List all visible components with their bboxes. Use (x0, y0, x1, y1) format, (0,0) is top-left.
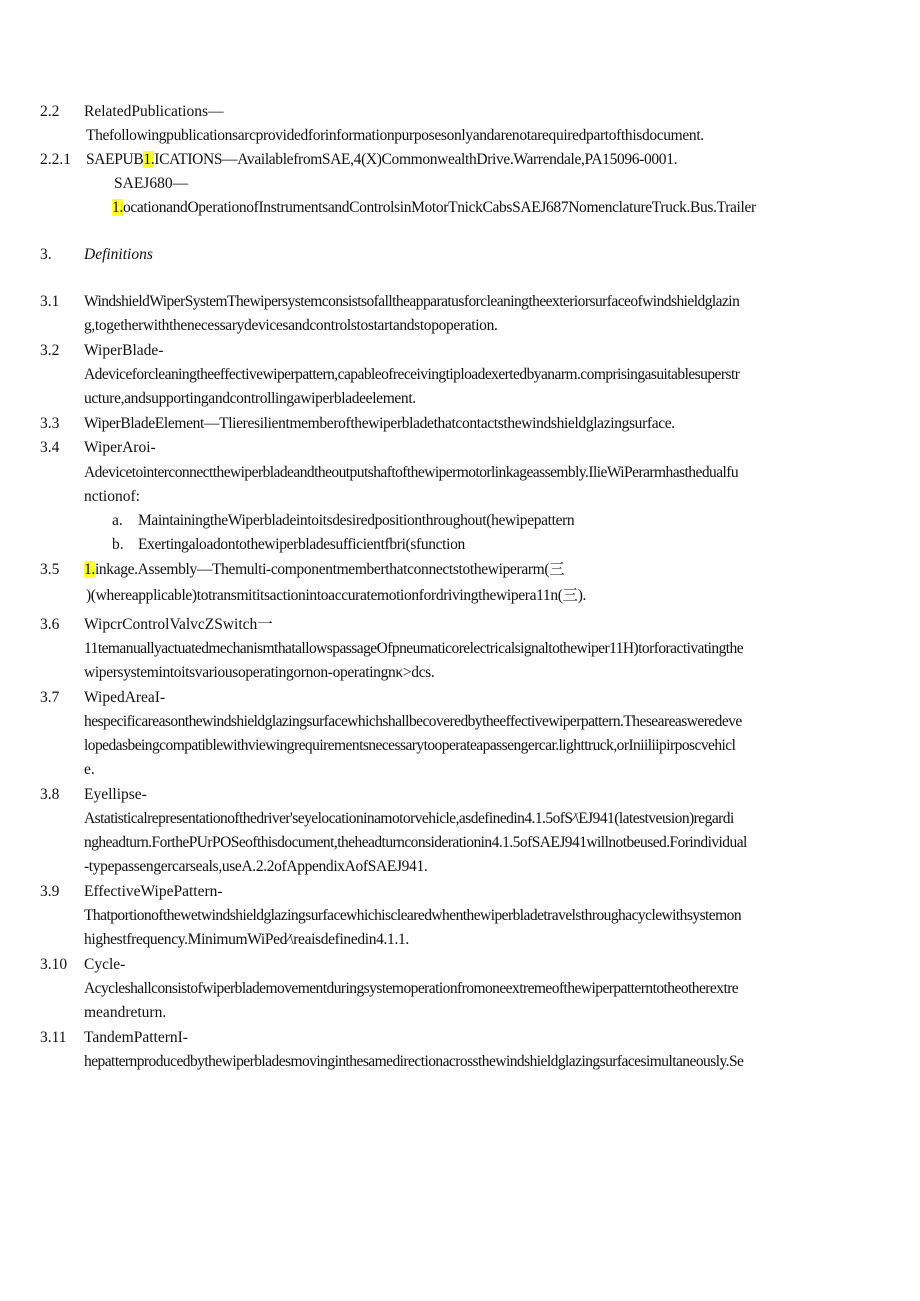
section-number: 3.3 (40, 415, 60, 432)
definition-line: hespecificareasonthewindshieldglazingsurfacewhichshallbecoveredbytheeffectivewiperpattern.Theseareasweredeve (84, 713, 742, 730)
definition-title: WipcrControlValvcZSwitch一 (84, 616, 273, 633)
definition-line: highestfrequency.MinimumWiPed∕\reaisdefinedin4.1.1. (84, 931, 409, 948)
definition-title: WiperAroi- (84, 439, 156, 456)
list-label: b. (112, 536, 124, 553)
definition-text: inkage.Assembly—Themulti-componentmemberthatconnectstothewiperarm(三 (94, 561, 565, 578)
section-number: 3. (40, 246, 52, 263)
definition-line: hepatternproducedbythewiperbladesmovinginthesamedirectionacrossthewindshieldglazingsurfacesimultaneously.Se (84, 1053, 744, 1070)
definition-line: Acycleshallconsistofwiperblademovementduringsystemoperationfromoneextremeofthewiperpatterntotheotherextre (84, 980, 739, 997)
section-title: Definitions (84, 246, 153, 263)
definition-line: Adevicetointerconnectthewiperbladeandtheoutputshaftofthewipermotorlinkageassembly.IlieWiPerarmhasthedualfu (84, 464, 739, 481)
definition-title: EffectiveWipePattern- (84, 883, 223, 900)
section-number: 3.7 (40, 689, 60, 706)
definition-line: Adeviceforcleaningtheeffectivewiperpattern,capableofreceivingtiploadexertedbyanarm.comprisingasuitablesuperstr (84, 366, 740, 383)
definition-line: wipersystemintoitsvariousoperatingornon-operatingnκ>dcs. (84, 664, 435, 681)
section-number: 2.2.1 (40, 151, 71, 168)
section-title: RelatedPublications— (84, 103, 224, 120)
section-number: 3.6 (40, 616, 60, 633)
section-number: 3.9 (40, 883, 60, 900)
section-number: 3.4 (40, 439, 60, 456)
section-2-2-1-ref (112, 196, 756, 220)
list-text: MaintainingtheWiperbladeintoitsdesiredpositionthroughout(hewipepattern (138, 512, 575, 529)
definition-title: Cycle- (84, 956, 126, 973)
section-number: 3.1 (40, 293, 60, 310)
section-2-2-1-sub: SAEJ680— (114, 175, 189, 192)
definition-line: )(whereapplicable)totransmititsactionintoaccuratemotionfordrivingthewipera11n(三). (86, 587, 587, 604)
definition-line: ngheadturn.ForthePUrPOSeofthisdocument,theheadturnconsiderationin4.1.5ofSAEJ941willnotbeused.Forindividual (84, 834, 747, 851)
definition-title: WipedAreaI- (84, 689, 166, 706)
definition-line: WiperBladeElement—Tlieresilientmemberofthewiperbladethatcontactsthewindshieldglazingsurface. (84, 415, 675, 432)
section-number: 3.2 (40, 342, 60, 359)
definition-line: meandreturn. (84, 1004, 167, 1021)
definition-line (84, 558, 564, 582)
definition-line: -typepassengercarseals,useA.2.2ofAppendixAofSAEJ941. (84, 858, 428, 875)
list-label: a. (112, 512, 123, 529)
section-number: 2.2 (40, 103, 60, 120)
definition-title: Eyellipse- (84, 786, 147, 803)
definition-line: nctionof: (84, 488, 140, 505)
highlight: 1. (84, 561, 95, 578)
text-post: ICATIONS—AvailablefromSAE,4(X)CommonwealthDrive.Warrendale,PA15096-0001. (154, 151, 678, 168)
definition-line: Thatportionofthewetwindshieldglazingsurfacewhichisclearedwhenthewiperbladetravelsthroughacyclewithsystemon (84, 907, 742, 924)
definition-line: g,togetherwiththenecessarydevicesandcontrolstostartandstopoperation. (84, 317, 498, 334)
section-number: 3.10 (40, 956, 68, 973)
highlight: 1. (112, 199, 123, 216)
definition-line: WindshieldWiperSystemThewipersystemconsistsofalltheapparatusforcleaningtheexteriorsurfaceofwindshieldglazin (84, 293, 740, 310)
highlight: 1. (143, 151, 155, 168)
definition-line: Astatisticalrepresentationofthedriver'seyelocationinamotorvehicle,asdefinedin4.1.5ofS∕\EJ941(latestveιsion)regardi (84, 810, 734, 827)
definition-line: lopedasbeingcompatiblewithviewingrequirementsnecessarytooperateapassengercar.lighttruck,orIniiliipirposcvehicl (84, 737, 736, 754)
section-number: 3.11 (40, 1029, 67, 1046)
text-pre: SAEPUB (86, 151, 144, 168)
list-text: Exertingaloadontothewiperbladesufficientfbri(sfunction (138, 536, 465, 553)
section-number: 3.8 (40, 786, 60, 803)
section-number: 3.5 (40, 561, 60, 578)
definition-title: WiperBlade- (84, 342, 164, 359)
definition-line: 11temanuallyactuatedmechanismthatallowspassageOfpneumaticorelectricalsignaltothewiper11H)torforactivatingthe (84, 640, 744, 657)
definition-line: ucture,andsupportingandcontrollingawiperbladeelement. (84, 390, 416, 407)
definition-line: e. (84, 761, 95, 778)
section-2-2-body: Thefollowingpublicationsarcprovidedforinformationpurposesonlyandarenotarequiredpartofthisdocument. (86, 127, 704, 144)
reference-text: ocationandOperationofInstrumentsandControlsinMotorTnickCabsSAEJ687NomenclatureTruck.Bus.Trailer (122, 199, 756, 216)
section-text (86, 148, 677, 172)
definition-title: TandemPatternI- (84, 1029, 188, 1046)
